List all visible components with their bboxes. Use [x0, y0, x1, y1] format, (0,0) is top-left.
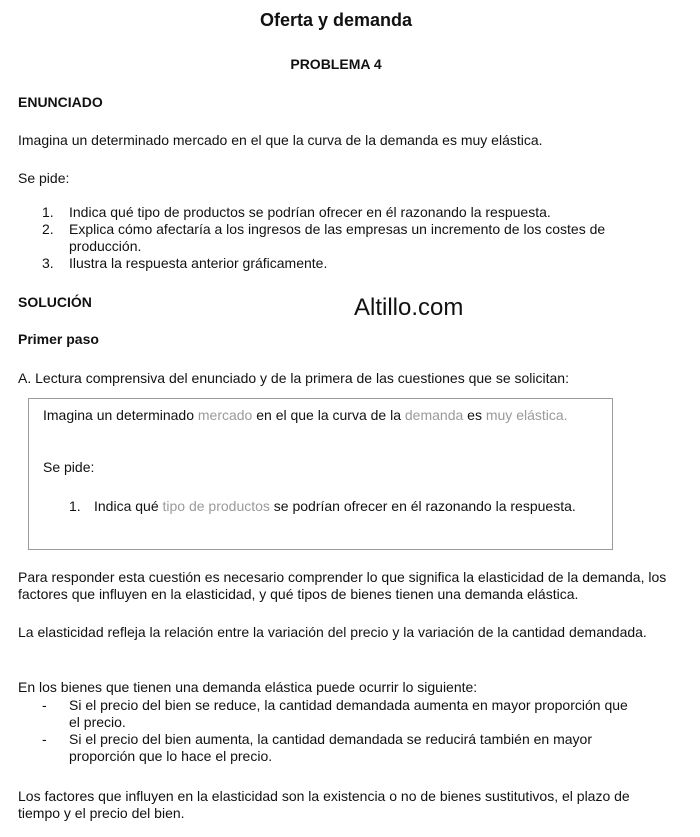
primer-paso-heading: Primer paso	[18, 331, 99, 347]
question-text: Explica cómo afectaría a los ingresos de las empresas un incremento de los costes de producción.	[69, 221, 606, 254]
box-text: Imagina un determinado	[43, 407, 198, 423]
box-statement	[43, 407, 603, 424]
box-text: .	[563, 407, 568, 423]
box-se-pide: Se pide:	[43, 459, 95, 475]
list-item	[18, 697, 638, 731]
box-question-item	[69, 495, 579, 517]
body-paragraph-3: En los bienes que tienen una demanda elástica puede ocurrir lo siguiente:	[18, 679, 478, 695]
box-keyword: demanda	[404, 407, 464, 423]
elastic-effects-list	[18, 697, 638, 765]
solucion-heading: SOLUCIÓN	[18, 294, 92, 310]
box-text: se podrían ofrecer en él razonando la respuesta.	[269, 498, 576, 514]
page-title: Oferta y demanda	[259, 10, 413, 30]
watermark: Altillo.com	[354, 294, 464, 321]
question-item	[18, 204, 618, 221]
box-text: Indica qué	[94, 498, 163, 514]
box-keyword: mercado	[197, 407, 253, 423]
enunciado-intro: Imagina un determinado mercado en el que la curva de la demanda es muy elástica.	[18, 132, 543, 148]
question-number: 1.	[42, 204, 54, 220]
question-text: Ilustra la respuesta anterior gráficamente.	[69, 255, 328, 271]
body-paragraph-1: Para responder esta cuestión es necesario comprender lo que significa la elasticidad de la demanda, los factores que influyen en la elasticidad, y qué tipos de bienes tienen una demanda elástica.	[18, 569, 667, 602]
question-item	[18, 221, 618, 255]
list-item-text: Si el precio del bien aumenta, la cantidad demandada se reducirá también en mayor proporción que lo hace el precio.	[69, 731, 592, 764]
list-dash: -	[42, 731, 47, 747]
body-paragraph-2: La elasticidad refleja la relación entre la variación del precio y la variación de la cantidad demandada.	[18, 624, 647, 640]
box-text: es	[463, 407, 486, 423]
list-dash: -	[42, 697, 47, 713]
question-number: 3.	[42, 255, 54, 271]
box-question-number: 1.	[69, 498, 81, 514]
box-text: en el que la curva de la	[252, 407, 405, 423]
question-item	[18, 255, 618, 272]
problem-number: PROBLEMA 4	[290, 56, 382, 72]
list-item	[18, 731, 638, 765]
lectura-paragraph: A. Lectura comprensiva del enunciado y de la primera de las cuestiones que se solicitan:	[18, 370, 569, 386]
box-keyword: tipo de productos	[162, 498, 270, 514]
box-keyword: muy elástica	[485, 407, 564, 423]
list-item-text: Si el precio del bien se reduce, la cantidad demandada aumenta en mayor proporción que el precio.	[69, 697, 628, 730]
enunciado-heading: ENUNCIADO	[18, 94, 103, 110]
question-list	[18, 204, 618, 272]
se-pide-label: Se pide:	[18, 170, 70, 186]
body-paragraph-4: Los factores que influyen en la elasticidad son la existencia o no de bienes sustitutivos, el plazo de tiempo y el precio del bien.	[18, 788, 630, 821]
quoted-statement-box	[28, 398, 613, 550]
question-number: 2.	[42, 221, 54, 237]
question-text: Indica qué tipo de productos se podrían ofrecer en él razonando la respuesta.	[69, 204, 551, 220]
